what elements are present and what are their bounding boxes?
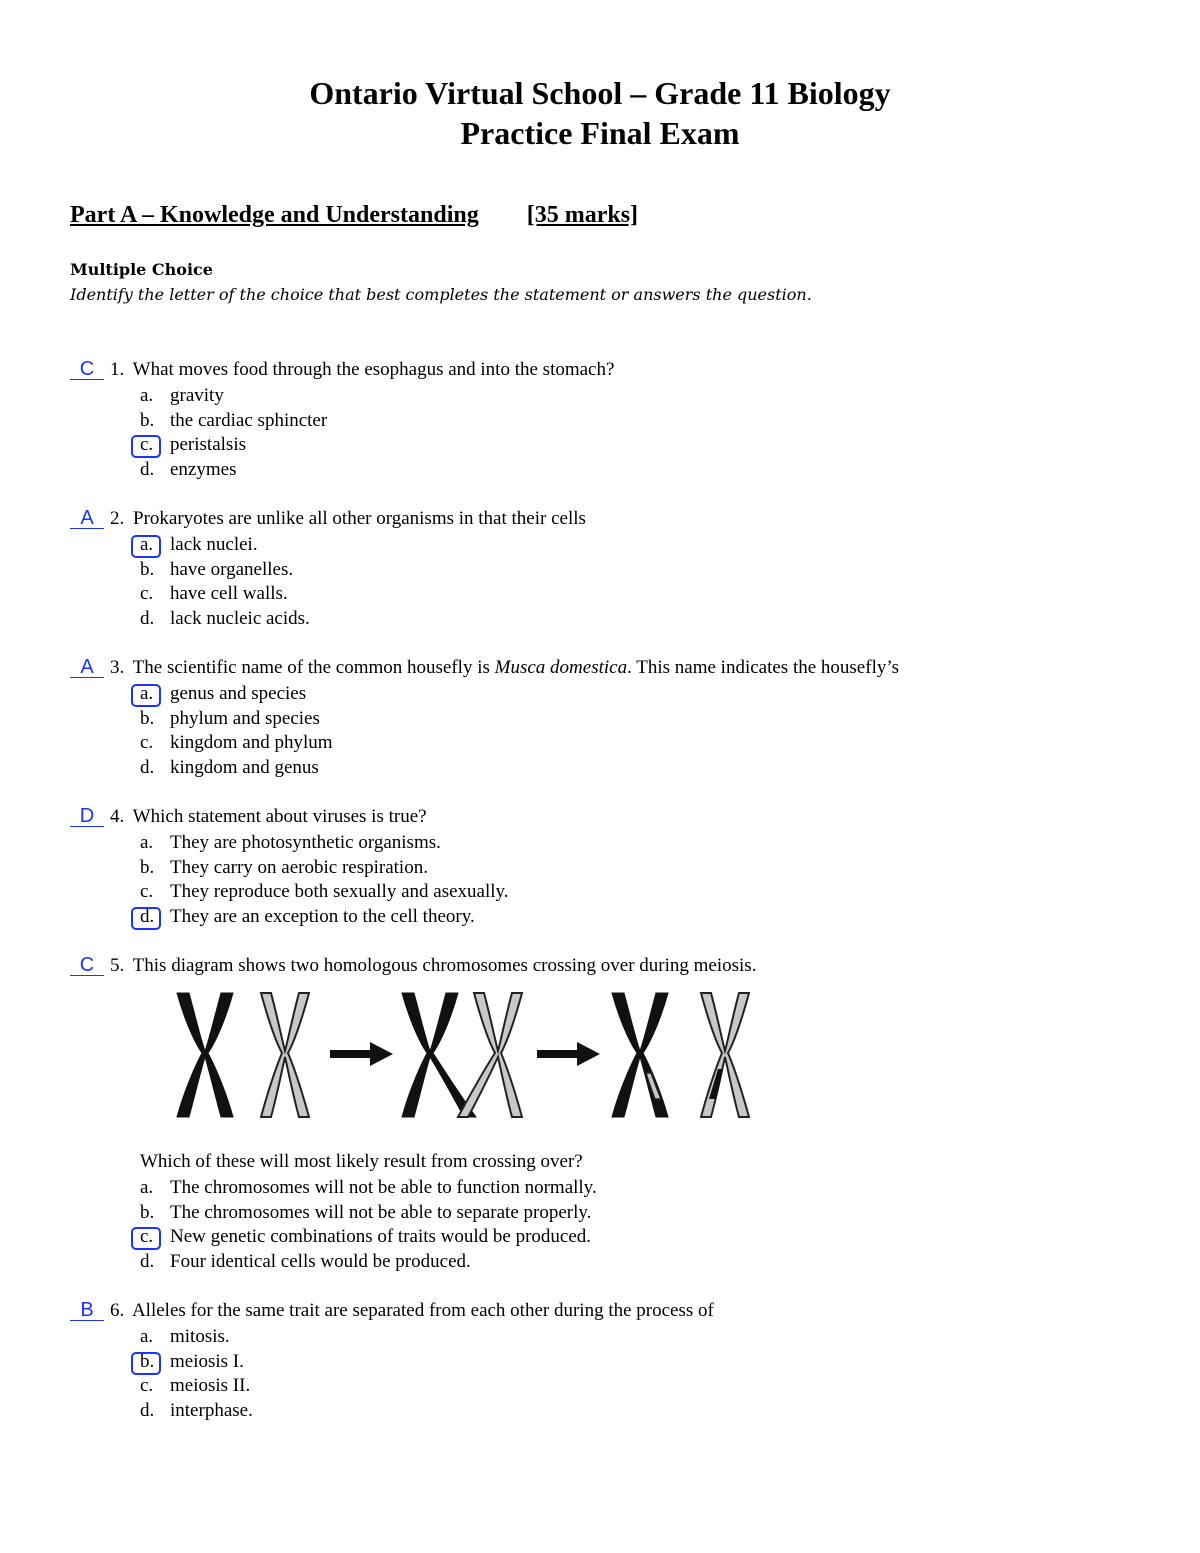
question-text-end: . This name indicates the housefly’s [627,657,900,678]
selected-option-letter: b. [140,1350,170,1374]
option-letter: c. [140,732,154,754]
option-list [140,682,333,780]
light-chromosome [458,993,522,1117]
question-text: What moves food through the esophagus and into the stomach? [132,359,615,380]
option-letter: b. [140,1201,155,1223]
part-title: Part A – Knowledge and Understanding [70,202,479,228]
question-text: Which statement about viruses is true? [132,806,427,827]
selected-option-letter: d. [140,905,170,929]
option-d[interactable] [140,756,333,781]
question-text: This diagram shows two homologous chromosomes crossing over during meiosis. [132,955,757,976]
question-number: 2. [110,508,125,529]
option-letter: b. [140,409,155,431]
option-text: meiosis I. [170,1350,244,1372]
option-d[interactable] [140,1250,597,1275]
option-text: interphase. [170,1399,253,1421]
option-text: kingdom and phylum [170,732,333,754]
option-text: have organelles. [170,558,294,580]
option-a[interactable] [140,384,327,409]
scientific-name: Musca domestica [494,657,628,678]
question-number: 6. [110,1300,125,1321]
question-stem [70,358,614,382]
question-stem [70,656,899,680]
section-label: Multiple Choice [70,260,213,279]
option-d[interactable] [140,458,327,483]
option-letter: a. [140,385,154,406]
option-letter: d. [140,1399,155,1421]
option-list [140,1176,597,1274]
option-b[interactable] [140,707,333,732]
option-letter: d. [140,458,155,480]
question-text: The scientific name of the common housefly is [132,657,495,678]
arrow-icon [537,1042,600,1066]
option-text: They reproduce both sexually and asexually. [170,881,509,903]
dark-chromosome [177,993,233,1117]
option-text: gravity [170,385,224,406]
answer-blank[interactable]: C [70,955,104,976]
option-text: The chromosomes will not be able to function normally. [170,1177,597,1198]
option-text: enzymes [170,458,237,480]
option-text: lack nucleic acids. [170,607,310,629]
question-stem [70,507,586,531]
option-c[interactable] [140,582,310,607]
option-b[interactable] [140,1201,597,1226]
option-letter: c. [140,1375,154,1397]
option-a[interactable] [140,533,310,558]
dark-chromosome [612,993,668,1117]
part-marks: [35 marks] [526,202,639,228]
option-text: phylum and species [170,707,320,729]
section-instructions: Identify the letter of the choice that best completes the statement or answers the question. [70,285,812,304]
option-text: peristalsis [170,434,246,456]
option-letter: d. [140,1250,155,1272]
selected-option-letter: c. [140,1225,170,1249]
option-letter: a. [140,832,154,853]
option-letter: a. [140,1326,154,1347]
option-c[interactable] [140,1374,253,1399]
question-stem [70,805,427,829]
answer-blank[interactable]: C [70,359,104,380]
option-letter: b. [140,707,155,729]
option-text: They are photosynthetic organisms. [170,832,441,853]
exam-subtitle: Practice Final Exam [460,115,740,151]
crossing-over-diagram [165,990,765,1120]
selected-option-letter: a. [140,682,170,706]
question-number: 5. [110,955,125,976]
option-text: The chromosomes will not be able to separate properly. [170,1201,592,1223]
option-letter: c. [140,583,154,605]
option-b[interactable] [140,1350,253,1375]
option-text: They are an exception to the cell theory. [170,905,475,927]
question-number: 1. [110,359,125,380]
option-a[interactable] [140,1325,253,1350]
option-letter: c. [140,881,154,903]
option-c[interactable] [140,880,509,905]
option-c[interactable] [140,433,327,458]
option-text: kingdom and genus [170,756,319,778]
arrow-icon [330,1042,393,1066]
option-b[interactable] [140,856,509,881]
option-letter: d. [140,607,155,629]
exam-title: Ontario Virtual School – Grade 11 Biology [309,75,891,111]
answer-blank[interactable]: B [70,1300,104,1321]
option-text: meiosis II. [170,1375,251,1397]
answer-blank[interactable]: A [70,657,104,678]
dark-chromosome [402,993,476,1117]
option-c[interactable] [140,1225,597,1250]
question-text: Prokaryotes are unlike all other organisms in that their cells [133,508,586,529]
option-c[interactable] [140,731,333,756]
option-list [140,533,310,631]
option-d[interactable] [140,1399,253,1424]
option-text: have cell walls. [170,583,288,605]
option-list [140,384,327,482]
option-b[interactable] [140,409,327,434]
question-number: 3. [110,657,125,678]
option-d[interactable] [140,905,509,930]
option-b[interactable] [140,558,310,583]
option-a[interactable] [140,682,333,707]
option-text: They carry on aerobic respiration. [170,856,428,878]
option-letter: d. [140,756,155,778]
light-chromosome [701,993,749,1117]
option-text: New genetic combinations of traits would be produced. [170,1226,592,1248]
option-letter: a. [140,1177,154,1198]
question-stem [70,1299,714,1323]
part-heading [70,202,638,229]
option-letter: b. [140,856,155,878]
answer-blank[interactable]: D [70,806,104,827]
answer-blank[interactable]: A [70,508,104,529]
option-text: genus and species [170,683,307,704]
option-letter: b. [140,558,155,580]
selected-option-letter: c. [140,433,170,457]
question-number: 4. [110,806,125,827]
option-a[interactable] [140,831,509,856]
option-text: lack nuclei. [170,534,258,555]
option-d[interactable] [140,607,310,632]
light-chromosome [261,993,309,1117]
question-text: Alleles for the same trait are separated from each other during the process of [131,1300,714,1321]
option-text: Four identical cells would be produced. [170,1250,471,1272]
selected-option-letter: a. [140,533,170,557]
followup-question: Which of these will most likely result from crossing over? [140,1151,583,1172]
option-text: mitosis. [170,1326,230,1347]
option-text: the cardiac sphincter [170,409,328,431]
option-a[interactable] [140,1176,597,1201]
option-list [140,831,509,929]
question-stem [70,954,756,978]
option-list [140,1325,253,1423]
